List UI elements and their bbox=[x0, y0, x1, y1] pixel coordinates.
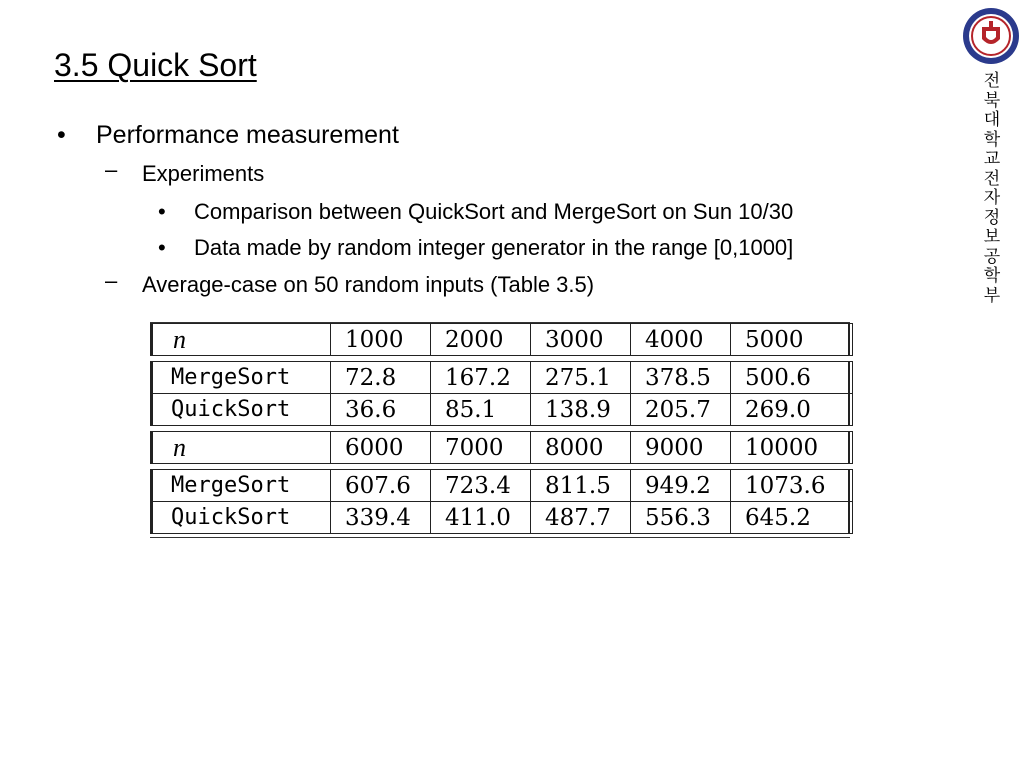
table-cell: 275.1 bbox=[531, 362, 631, 394]
table-block-1-results bbox=[150, 361, 850, 426]
table-block-1 bbox=[150, 323, 850, 356]
bullet-average-case: Average-case on 50 random inputs (Table 3.5) bbox=[142, 272, 595, 297]
bullet-performance-measurement: Performance measurement bbox=[96, 121, 399, 149]
bullet-data-generator: Data made by random integer generator in the range [0,1000] bbox=[194, 235, 794, 260]
table-block-2 bbox=[150, 431, 850, 464]
table-cell: 138.9 bbox=[531, 394, 631, 426]
table-cell: 723.4 bbox=[431, 470, 531, 502]
bullet-marker: • bbox=[158, 235, 166, 260]
algorithm-name: MergeSort bbox=[153, 470, 331, 502]
table-results-1 bbox=[152, 361, 853, 426]
table-cell: 556.3 bbox=[631, 502, 731, 534]
table-cell: 167.2 bbox=[431, 362, 531, 394]
table-cell: 411.0 bbox=[431, 502, 531, 534]
n-value: 7000 bbox=[431, 432, 531, 464]
table-results-2 bbox=[152, 469, 853, 534]
n-label: n bbox=[153, 324, 331, 356]
n-value: 8000 bbox=[531, 432, 631, 464]
n-value: 9000 bbox=[631, 432, 731, 464]
table-header-row-1 bbox=[152, 323, 853, 356]
bullet-comparison: Comparison between QuickSort and MergeSort on Sun 10/30 bbox=[194, 199, 794, 224]
bullet-experiments: Experiments bbox=[142, 161, 265, 186]
table-cell: 339.4 bbox=[331, 502, 431, 534]
bullet-marker: • bbox=[158, 199, 166, 224]
table-row bbox=[153, 324, 853, 356]
n-value: 10000 bbox=[731, 432, 853, 464]
algorithm-name: MergeSort bbox=[153, 362, 331, 394]
table-cell: 645.2 bbox=[731, 502, 853, 534]
table-cell: 36.6 bbox=[331, 394, 431, 426]
dash-marker: – bbox=[105, 157, 118, 182]
table-block-2-results bbox=[150, 469, 850, 534]
table-rule bbox=[150, 537, 850, 538]
table-cell: 949.2 bbox=[631, 470, 731, 502]
n-value: 6000 bbox=[331, 432, 431, 464]
algorithm-name: QuickSort bbox=[153, 502, 331, 534]
table-cell: 269.0 bbox=[731, 394, 853, 426]
table-cell: 205.7 bbox=[631, 394, 731, 426]
table-row bbox=[153, 394, 853, 426]
table-row bbox=[153, 432, 853, 464]
university-seal-icon bbox=[962, 7, 1020, 65]
table-cell: 378.5 bbox=[631, 362, 731, 394]
department-label: 전북대학교 전자정보공학부 bbox=[983, 71, 1001, 306]
n-value: 3000 bbox=[531, 324, 631, 356]
table-row bbox=[153, 502, 853, 534]
table-cell: 85.1 bbox=[431, 394, 531, 426]
table-header-row-2 bbox=[152, 431, 853, 464]
n-value: 2000 bbox=[431, 324, 531, 356]
n-label: n bbox=[153, 432, 331, 464]
table-row bbox=[153, 362, 853, 394]
performance-table bbox=[150, 322, 850, 538]
n-value: 5000 bbox=[731, 324, 853, 356]
table-cell: 72.8 bbox=[331, 362, 431, 394]
table-cell: 1073.6 bbox=[731, 470, 853, 502]
n-value: 1000 bbox=[331, 324, 431, 356]
table-cell: 607.6 bbox=[331, 470, 431, 502]
algorithm-name: QuickSort bbox=[153, 394, 331, 426]
table-cell: 500.6 bbox=[731, 362, 853, 394]
bullet-marker: • bbox=[57, 121, 66, 149]
table-cell: 487.7 bbox=[531, 502, 631, 534]
table-row bbox=[153, 470, 853, 502]
slide-title: 3.5 Quick Sort bbox=[54, 47, 257, 83]
dash-marker: – bbox=[105, 268, 118, 293]
table-cell: 811.5 bbox=[531, 470, 631, 502]
n-value: 4000 bbox=[631, 324, 731, 356]
